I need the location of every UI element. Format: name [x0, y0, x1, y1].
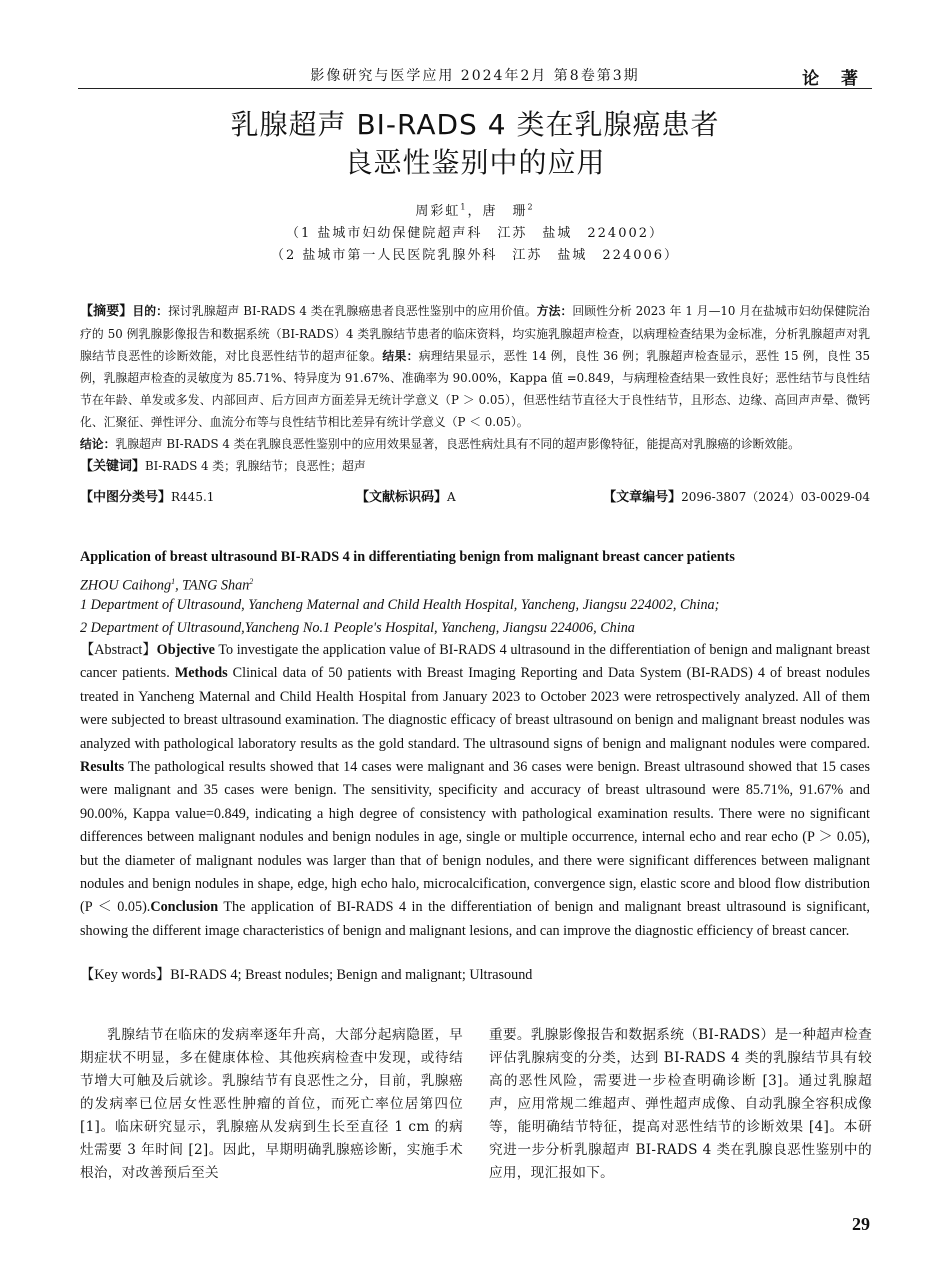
abstract-body [80, 300, 870, 433]
title-line-1: 乳腺超声 BI-RADS 4 类在乳腺癌患者 [230, 108, 720, 141]
author-list: 周彩虹$^1$，唐 珊$^2$ [415, 202, 535, 219]
english-affiliation-1: 1 Department of Ultrasound, Yancheng Maternal and Child Health Hospital, Yancheng, Jiangsu 224002, China; [80, 597, 720, 613]
clc-number: 【中图分类号】R445.1 [80, 490, 215, 505]
en-conclusion-label: Conclusion [150, 899, 219, 916]
conclusion-body [80, 433, 870, 455]
classification-row [80, 486, 870, 506]
english-keywords: 【Key words】BI-RADS 4; Breast nodules; Benign and malignant; Ultrasound [80, 967, 533, 983]
abstract-label: 【摘要】 [80, 304, 133, 319]
objective-label: 目的： [132, 304, 169, 318]
results-label: 结果： [382, 349, 419, 363]
article-title [0, 106, 950, 182]
affiliation-2: （2 盐城市第一人民医院乳腺外科 江苏 盐城 224006） [270, 248, 680, 263]
english-affiliation-2: 2 Department of Ultrasound,Yancheng No.1 People's Hospital, Yancheng, Jiangsu 224006, China [80, 620, 635, 636]
conclusion-text: 乳腺超声 BI-RADS 4 类在乳腺良恶性鉴别中的应用效果显著，良恶性病灶具有不同的超声影像特征，能提高对乳腺癌的诊断效能。 [115, 437, 800, 451]
conclusion-label: 结论： [80, 437, 116, 451]
article-number: 【文章编号】2096-3807（2024）03-0029-04 [603, 490, 870, 505]
title-line-2: 良恶性鉴别中的应用 [344, 146, 606, 179]
keywords-label: 【关键词】 [80, 459, 146, 474]
running-header [78, 62, 872, 89]
en-abstract-label: 【Abstract】 [80, 642, 157, 658]
en-results-label: Results [80, 759, 125, 776]
affiliation-1: （1 盐城市妇幼保健院超声科 江苏 盐城 224002） [285, 226, 665, 241]
page-number: 29 [852, 1214, 870, 1234]
author-2-affil-mark: 2 [527, 202, 535, 212]
results-text: 病理结果显示，恶性 14 例，良性 36 例；乳腺超声检查显示，恶性 15 例，良性 35 例，乳腺超声检查的灵敏度为 85.71%、特异度为 91.67%、准确率为 90.00%，Kappa 值 =0.849，与病理检查结果一致性良好；恶性结节与良性结节在年龄、单发或多发、内部回声、后方回声方面差异无统计学意义（P ＞ 0.05），但恶性结节直径大于良性结节，且形态、边缘、高回声声晕、微钙化、汇聚征、弹性评分、血流分布等与良性结节相比差异有统计学意义（P ＜ 0.05）。 [80, 349, 870, 429]
en-methods-label: Methods [174, 665, 228, 682]
author-1-affil-mark: 1 [460, 202, 468, 212]
body-column-left: 乳腺结节在临床的发病率逐年升高，大部分起病隐匿，早期症状不明显，多在健康体检、其他疾病检查中发现，或待结节增大可触及后就诊。乳腺结节有良恶性之分，目前，乳腺癌的发病率已位居女性恶性肿瘤的首位，而死亡率位居第四位 [1]。临床研究显示，乳腺癌从发病到生长至直径 1 cm 的病灶需要 3 年时间 [2]。因此，早期明确乳腺癌诊断，实施手术根治，对改善预后至关 [80, 1027, 463, 1181]
english-authors: ZHOU Caihong$^1$, TANG Shan$^2$ [80, 577, 254, 594]
body-column-right: 重要。乳腺影像报告和数据系统（BI-RADS）是一种超声检查评估乳腺病变的分类，达到 BI-RADS 4 类的乳腺结节具有较高的恶性风险，需要进一步检查明确诊断 [3]。通过乳腺超声，应用常规二维超声、弹性超声成像、自动乳腺全容积成像等，能明确结节特征，提高对恶性结节的诊断效果 [4]。本研究进一步分析乳腺超声 BI-RADS 4 类在乳腺良恶性鉴别中的应用，现汇报如下。 [489, 1027, 872, 1181]
en-objective-label: Objective [156, 642, 215, 658]
keywords-text: BI-RADS 4 类；乳腺结节；良恶性；超声 [145, 459, 366, 473]
chinese-abstract [80, 300, 870, 478]
methods-label: 方法： [536, 304, 573, 318]
english-title: Application of breast ultrasound BI-RADS 4 in differentiating benign from malignant breast cancer patients [80, 549, 735, 565]
objective-text: 探讨乳腺超声 BI-RADS 4 类在乳腺癌患者良恶性鉴别中的应用价值。 [168, 304, 537, 318]
keywords-cn [80, 455, 870, 478]
author-1: 周彩虹 [415, 204, 461, 219]
journal-info: 影像研究与医学应用 2024年2月 第8卷第3期 [310, 68, 640, 84]
methods-text: 回顾性分析 2023 年 1 月—10 月在盐城市妇幼保健院治疗的 50 例乳腺影像报告和数据系统（BI-RADS）4 类乳腺结节患者的临床资料，均实施乳腺超声检查，以病理检查结果为金标准，分析乳腺超声对乳腺结节良恶性的诊断效能，对比良恶性结节的超声征象。 [80, 304, 870, 363]
english-abstract: 【Abstract】Objective To investigate the application value of BI-RADS 4 ultrasound in the differentiation of benign and malignant breast cancer patients. Methods Clinical data of 50 patients with Breast Imaging Reporting and Data System (BI-RADS) 4 of breast nodules treated in Yancheng Maternal and Child Health Hospital from January 2023 to October 2023 were retrospectively analyzed. All of them were subjected to breast ultrasound examination. The diagnostic efficacy of breast ultrasound on benign and malignant breast nodules was analyzed with pathological laboratory results as the gold standard. The ultrasound signs of benign and malignant nodules were compared. Results The pathological results showed that 14 cases were malignant and 36 cases were benign. Breast ultrasound showed that 15 cases were malignant and 35 cases were benign. The sensitivity, specificity and accuracy of breast ultrasound were 85.71%, 91.67% and 90.00%, Kappa value=0.849, indicating a high degree of consistency with pathological examination results. There were no significant differences between malignant nodules and benign nodules in age, single or multiple occurrence, internal echo and rear echo (P ＞ 0.05), but the diameter of malignant nodules was larger than that of benign nodules, and there were significant differences between malignant nodules and benign nodules in shape, edge, high echo halo, microcalcification, convergence sign, elastic score and blood flow distribution (P ＜ 0.05).Conclusion The application of BI-RADS 4 in the differentiation of benign and malignant breast ultrasound is significant, showing the different image characteristics of benign and malignant lesions, and can improve the diagnostic efficiency of breast cancer. [80, 642, 870, 939]
document-code: 【文献标识码】A [356, 490, 456, 505]
author-2: 唐 珊 [482, 204, 528, 219]
section-label: 论 著 [802, 69, 866, 89]
